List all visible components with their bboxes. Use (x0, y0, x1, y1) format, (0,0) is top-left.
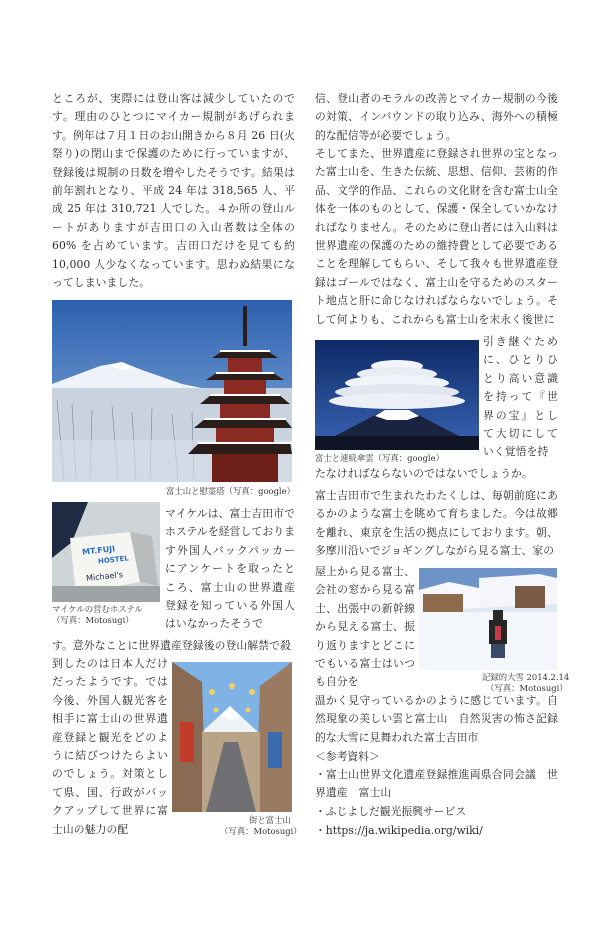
right-paragraph-7: 温かく見守っているかのように感じています。自然現象の美しい雲と富士山 自然災害の怖さ記録的な大雪に見舞われた富士吉田市 (315, 694, 558, 744)
cloud-caption: 富士と連続傘雲（写真：google） (315, 453, 444, 463)
left-paragraph-2: マイケルは、富士吉田市でホステルを経営しております外国人バックパッカーにアンケートを取ったところ、富士山の世界遺産登録を知っている外国人はいなかったそうで (165, 507, 296, 631)
right-paragraph-4: たなければならないのではないでしょうか。 (315, 467, 533, 480)
heavy-snow-photo (419, 568, 557, 670)
left-paragraph-4: 到したのは日本人だけだったようです。では今後、外国人観光客を相手に富士山の世界遺産登録と観光をどのように結びつけたらよいのでしょう。対策として県、国、行政がバックアップして世界に富士山の魅力の配 (52, 657, 168, 836)
right-paragraph-1: 信、登山者のモラルの改善とマイカー規制の今後の対策、インバウンドの取り込み、海外への積極的な配信等が必要でしょう。 (315, 92, 558, 142)
snow-caption-line-2: （写真：Motosugi） (486, 683, 568, 693)
hostel-sign-line-3: Michael's (85, 570, 124, 583)
pagoda-fuji-photo (52, 300, 292, 482)
street-caption-line-2: （写真：Motosugi） (220, 826, 302, 836)
right-paragraph-2: そしてまた、世界遺産に登録され世界の宝となった富士山を、生きた伝統、思想、信仰、芸術的作品、文学的作品、これらの文化財を含む富士山全体を一体のものとして、保護・保全していかなければなりません。そのために登山者には入山料は世界遺産の保護のための維持費として必要であることを理解してもらい、そして我々も世界遺産登録はゴールではなく、富士山を守るためのスタート地点と肝に命じなければならないでしょう。そして何よりも、これからも富士山を末永く後世に (315, 147, 558, 326)
right-paragraph-5: 富士吉田市で生まれたわたくしは、毎朝前庭にあるかのような富士を眺めて育ちました。今は故郷を離れ、東京を生活の拠点にしております。朝、多摩川沿いでジョギングしながら見る富士、家の (315, 489, 558, 558)
street-caption-line-1: 街と富士山 (249, 815, 291, 825)
hostel-sign-line-2: HOSTEL (97, 554, 130, 566)
references-heading: ＜参考資料＞ (315, 750, 380, 763)
left-paragraph-3: す。意外なことに世界遺産登録後の登山解禁で殺 (52, 639, 291, 652)
lenticular-cloud-photo (315, 340, 479, 450)
pagoda-caption: 富士山と慰霊塔（写真：google） (166, 486, 295, 496)
street-fuji-photo (172, 662, 292, 812)
hostel-photo (52, 502, 160, 602)
reference-item-1: ・富士山世界文化遺産登録推進両県合同会議 世界遺産 富士山 (315, 768, 558, 800)
snow-caption-line-1: 記録的大雪 2014.2.14 (482, 672, 570, 682)
reference-item-3[interactable]: ・https://ja.wikipedia.org/wiki/ (315, 824, 483, 837)
hostel-caption-line-2: （写真：Motosugi） (52, 615, 134, 625)
hostel-caption-line-1: マイケルの営むホステル (52, 604, 143, 614)
right-paragraph-3: 引き継ぐために、ひとりひとり高い意識を持って『世界の宝』として大切にしていく覚悟を持 (483, 335, 558, 459)
reference-item-2: ・ふじよしだ観光振興サービス (315, 805, 467, 818)
right-paragraph-6: 屋上から見る富士、会社の窓から見る富士、出張中の新幹線から見える富士、振り返りますとどこにでもいる富士はいつも自分を (315, 565, 415, 689)
hostel-sign-line-1: MT.FUJI (81, 544, 116, 557)
left-paragraph-1: ところが、実際には登山客は減少していたのです。理由のひとつにマイカー規制があげられます。例年は７月１日のお山開きから８月 26 日(火祭り)の閉山まで保護のために行っていますが、登録後は規制の日数を増やしたそうです。結果は前年割れとなり、平成 24 年は 318,565 人、平成 25 年は 310,721 人でした。４か所の登山ルートがありますが吉田口の入山者数は全体の 60% を占めています。吉田口だけを見ても約 10,000 人少なくなっています。思わぬ結果になってしまいました。 (52, 92, 295, 290)
